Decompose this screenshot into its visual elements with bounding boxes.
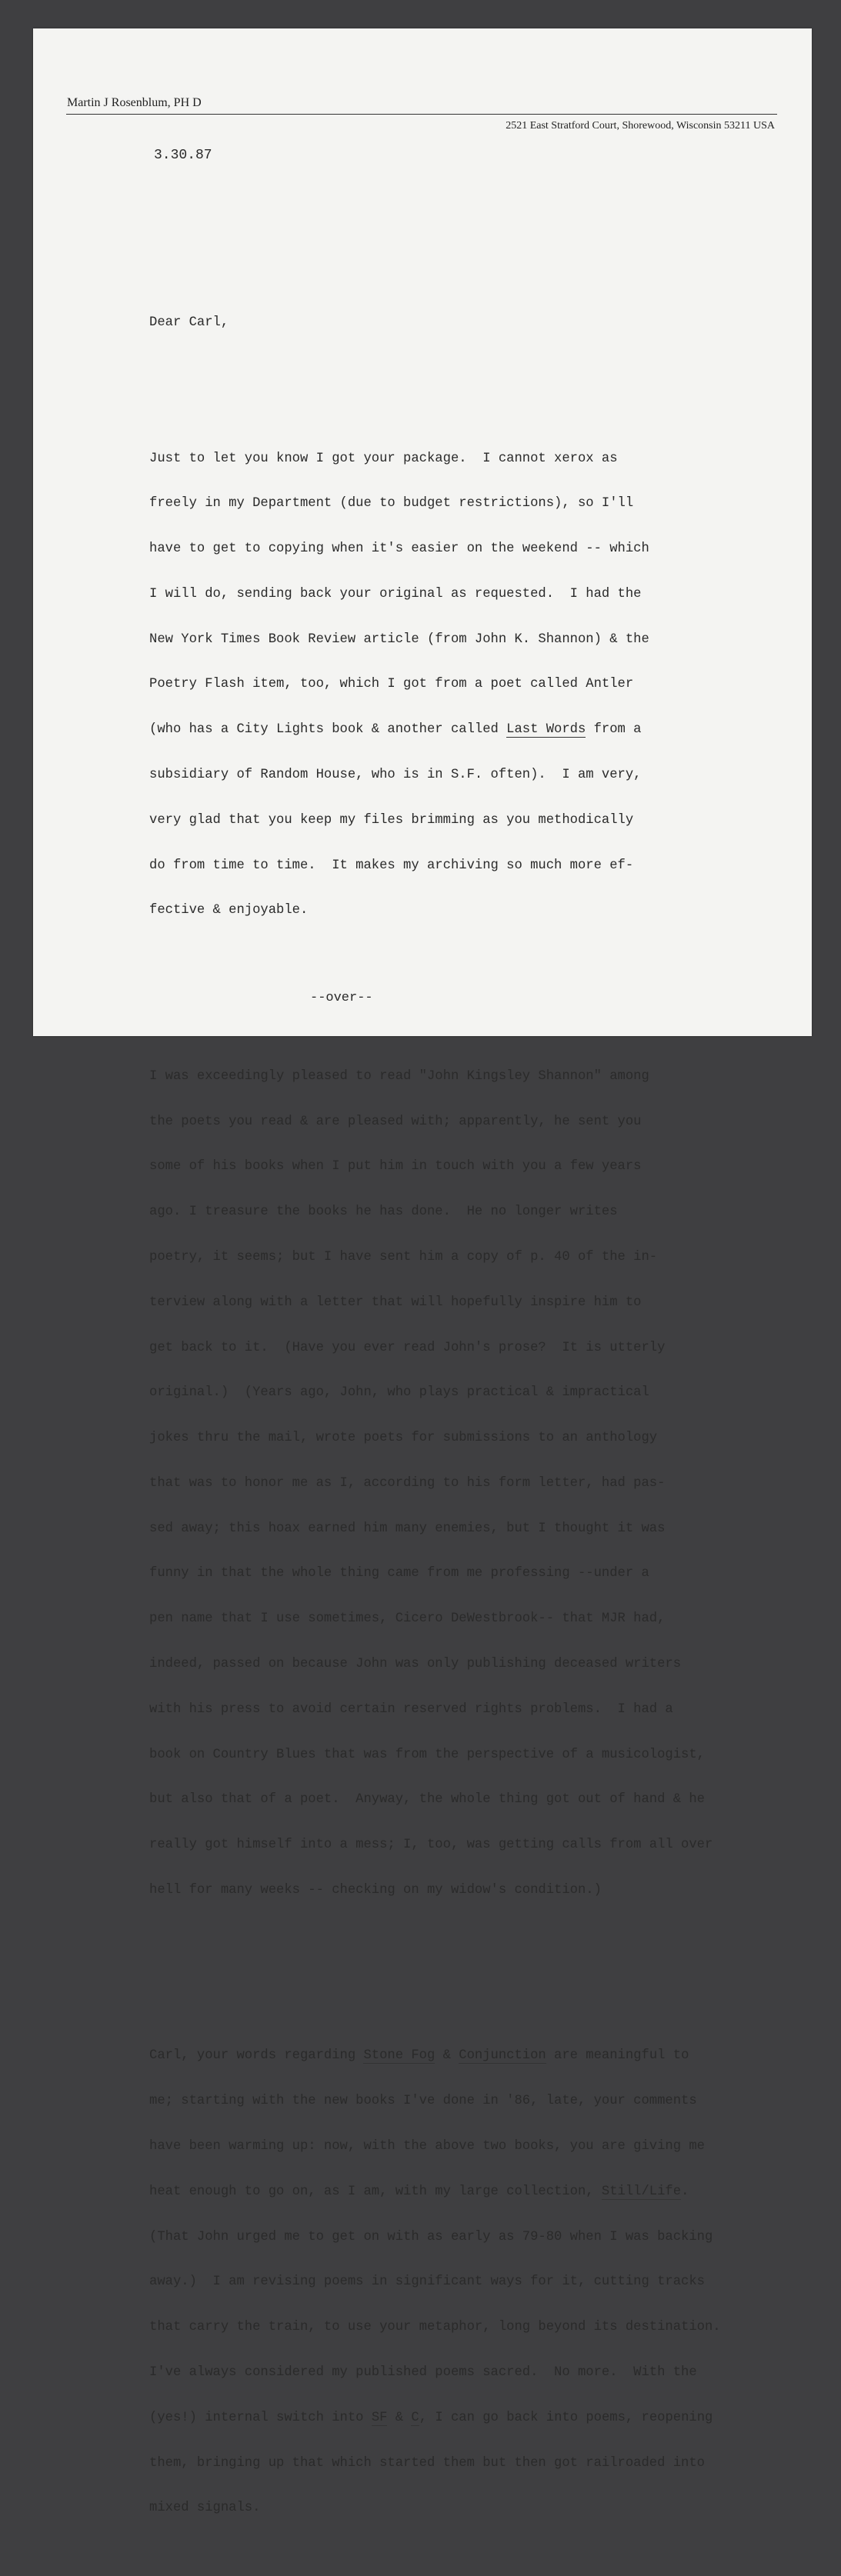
text-fragment: . bbox=[681, 2184, 689, 2199]
text-line: terview along with a letter that will hopefully inspire him to bbox=[149, 1295, 642, 1310]
text-line bbox=[149, 2048, 811, 2064]
text-fragment: heat enough to go on, as I am, with my large collection, bbox=[149, 2184, 602, 2199]
text-line: Just to let you know I got your package. I cannot xerox as bbox=[149, 451, 618, 466]
letter-date: 3.30.87 bbox=[154, 148, 212, 163]
underlined-title: C bbox=[411, 2410, 419, 2425]
text-fragment: are meaningful to bbox=[546, 2048, 689, 2064]
text-line: funny in that the whole thing came from me professing --under a bbox=[149, 1566, 649, 1581]
text-line: do from time to time. It makes my archiving so much more ef- bbox=[149, 858, 634, 873]
text-line: have been warming up: now, with the above two books, you are giving me bbox=[149, 2139, 705, 2154]
text-line: with his press to avoid certain reserved rights problems. I had a bbox=[149, 1701, 673, 1717]
paragraph-3 bbox=[149, 2018, 811, 2546]
text-fragment: , I can go back into poems, reopening bbox=[419, 2410, 713, 2425]
underlined-title: Still/Life bbox=[601, 2184, 682, 2199]
underlined-title: Last Words bbox=[506, 722, 586, 738]
text-line: Poetry Flash item, too, which I got from a poet called Antler bbox=[149, 677, 634, 692]
letterhead-name: Martin J Rosenblum, PH D bbox=[67, 96, 202, 109]
text-line: I've always considered my published poems sacred. No more. With the bbox=[149, 2364, 697, 2380]
text-line bbox=[149, 2411, 811, 2426]
text-line: that carry the train, to use your metaphor, long beyond its destination. bbox=[149, 2320, 721, 2335]
underlined-title: SF bbox=[371, 2410, 388, 2425]
text-line: away.) I am revising poems in significant ways for it, cutting tracks bbox=[149, 2274, 705, 2290]
text-line: have to get to copying when it's easier on the weekend -- which bbox=[149, 542, 649, 557]
paragraph-2 bbox=[149, 1039, 811, 1928]
text-line bbox=[149, 2184, 811, 2200]
text-fragment: & bbox=[387, 2410, 412, 2425]
text-line: New York Times Book Review article (from John K. Shannon) & the bbox=[149, 632, 649, 647]
letter-body bbox=[149, 285, 811, 2576]
underlined-title: Stone Fog bbox=[363, 2048, 436, 2064]
text-line: subsidiary of Random House, who is in S.F. often). I am very, bbox=[149, 768, 642, 782]
letterhead-rule bbox=[66, 114, 777, 115]
text-line: original.) (Years ago, John, who plays practical & impractical bbox=[149, 1385, 649, 1401]
text-line: the poets you read & are pleased with; apparently, he sent you bbox=[149, 1114, 642, 1129]
text-line: really got himself into a mess; I, too, was getting calls from all over bbox=[149, 1838, 713, 1853]
text-fragment: (yes!) internal switch into bbox=[149, 2410, 372, 2425]
text-line: that was to honor me as I, according to his form letter, had pas- bbox=[149, 1475, 666, 1491]
text-line: I was exceedingly pleased to read "John Kingsley Shannon" among bbox=[149, 1068, 649, 1084]
text-line: get back to it. (Have you ever read John's prose? It is utterly bbox=[149, 1340, 666, 1355]
text-line: book on Country Blues that was from the perspective of a musicologist, bbox=[149, 1747, 705, 1762]
text-line: fective & enjoyable. bbox=[149, 903, 309, 918]
text-line: jokes thru the mail, wrote poets for submissions to an anthology bbox=[149, 1431, 658, 1446]
text-line bbox=[149, 722, 811, 738]
over-indicator: --over-- bbox=[310, 991, 373, 1005]
text-line: pen name that I use sometimes, Cicero DeWestbrook-- that MJR had, bbox=[149, 1611, 666, 1627]
text-line: some of his books when I put him in touch with you a few years bbox=[149, 1159, 642, 1175]
text-line: mixed signals. bbox=[149, 2501, 261, 2516]
underlined-title: Conjunction bbox=[459, 2048, 546, 2064]
text-line: indeed, passed on because John was only publishing deceased writers bbox=[149, 1657, 682, 1672]
text-line: hell for many weeks -- checking on my widow's condition.) bbox=[149, 1882, 602, 1898]
text-fragment: from a bbox=[586, 722, 642, 738]
salutation: Dear Carl, bbox=[149, 315, 229, 331]
text-line: sed away; this hoax earned him many enemies, but I thought it was bbox=[149, 1521, 666, 1536]
text-line: them, bringing up that which started them but then got railroaded into bbox=[149, 2455, 705, 2471]
text-line: freely in my Department (due to budget restrictions), so I'll bbox=[149, 496, 634, 512]
text-fragment: Carl, your words regarding bbox=[149, 2048, 364, 2064]
paragraph-1 bbox=[149, 421, 811, 948]
letterhead-address: 2521 East Stratford Court, Shorewood, Wisconsin 53211 USA bbox=[506, 120, 775, 132]
text-line: (That John urged me to get on with as early as 79-80 when I was backing bbox=[149, 2229, 713, 2244]
text-line: I will do, sending back your original as requested. I had the bbox=[149, 586, 642, 602]
text-line: poetry, it seems; but I have sent him a copy of p. 40 of the in- bbox=[149, 1250, 658, 1265]
letter-page bbox=[33, 28, 812, 2516]
text-line: ago. I treasure the books he has done. He no longer writes bbox=[149, 1205, 618, 1220]
text-line: me; starting with the new books I've done in '86, late, your comments bbox=[149, 2094, 697, 2109]
text-fragment: (who has a City Lights book & another called bbox=[149, 722, 507, 738]
text-fragment: & bbox=[435, 2048, 459, 2064]
text-line: very glad that you keep my files brimming as you methodically bbox=[149, 812, 634, 828]
text-line: but also that of a poet. Anyway, the whole thing got out of hand & he bbox=[149, 1792, 705, 1808]
